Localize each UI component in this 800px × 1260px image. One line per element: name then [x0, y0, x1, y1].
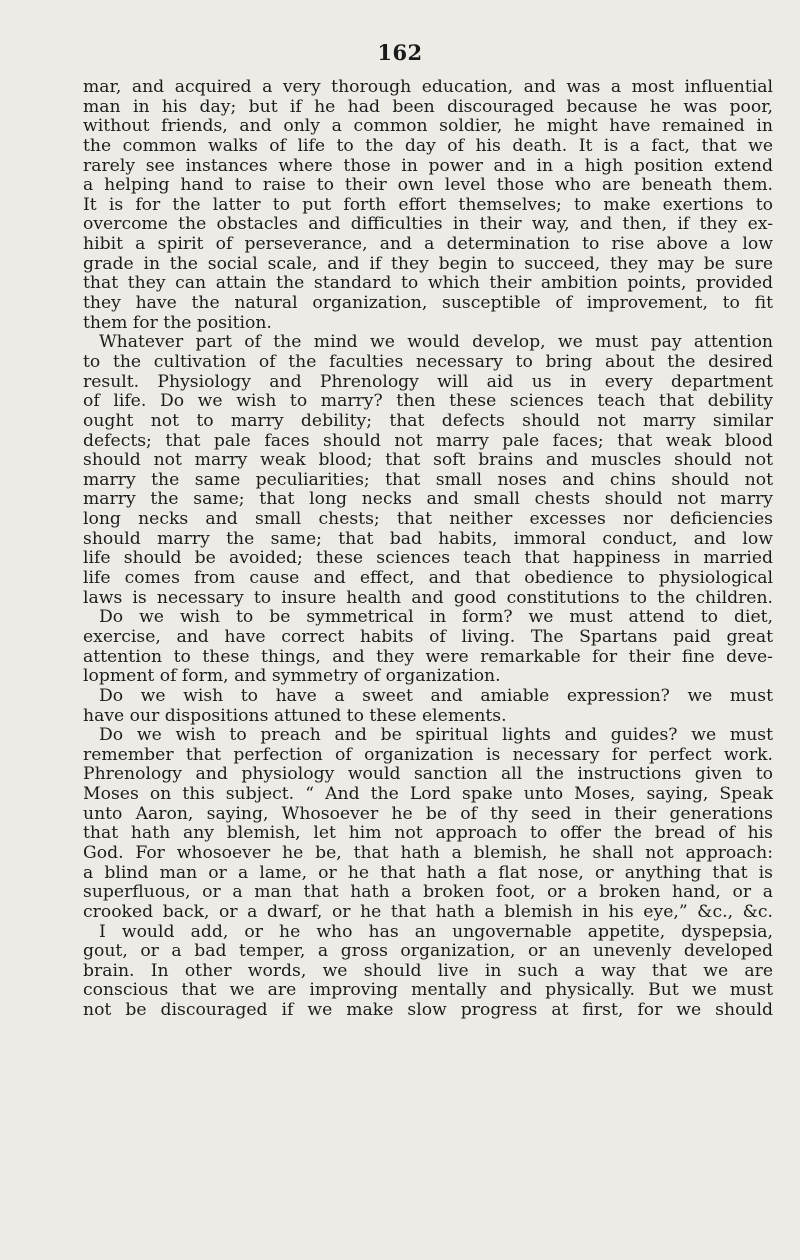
text-line: Whatever part of the mind we would develop, we must pay attention	[99, 332, 773, 353]
text-line: Do we wish to be symmetrical in form? we must attend to diet,	[99, 607, 773, 628]
text-line: not be discouraged if we make slow progress at first, for we should	[83, 1000, 773, 1021]
text-line: marry the same peculiarities; that small noses and chins should not	[83, 469, 773, 490]
text-line: life should be avoided; these sciences teach that happiness in married	[83, 548, 773, 569]
text-line: superfluous, or a man that hath a broken foot, or a broken hand, or a	[83, 882, 773, 903]
text-line: they have the natural organization, susceptible of improvement, to fit	[83, 293, 773, 314]
text-line: should not marry weak blood; that soft brains and muscles should not	[83, 450, 773, 471]
text-line: them for the position.	[83, 312, 272, 333]
text-line: attention to these things, and they were remarkable for their fine deve-	[83, 646, 773, 667]
text-line: unto Aaron, saying, Whosoever he be of thy seed in their generations	[83, 803, 773, 824]
text-line: life comes from cause and effect, and that obedience to physiological	[83, 568, 773, 589]
text-line: remember that perfection of organization is necessary for perfect work.	[83, 744, 773, 765]
text-line: long necks and small chests; that neither excesses nor deficiencies	[83, 509, 773, 530]
text-line: marry the same; that long necks and small chests should not marry	[83, 489, 773, 510]
text-line: crooked back, or a dwarf, or he that hath a blemish in his eye,” &c., &c.	[83, 901, 773, 922]
text-line: should marry the same; that bad habits, immoral conduct, and low	[83, 528, 773, 549]
text-line: a helping hand to raise to their own level those who are beneath them.	[83, 175, 773, 196]
text-line: that hath any blemish, let him not approach to offer the bread of his	[83, 823, 773, 844]
text-line: gout, or a bad temper, a gross organization, or an unevenly developed	[83, 941, 773, 962]
text-line: have our dispositions attuned to these elements.	[83, 705, 507, 726]
text-line: brain. In other words, we should live in such a way that we are	[83, 960, 773, 981]
page-number: 162	[377, 40, 423, 65]
text-line: Phrenology and physiology would sanction all the instructions given to	[83, 764, 773, 785]
text-line: lopment of form, and symmetry of organization.	[83, 666, 501, 687]
text-line: a blind man or a lame, or he that hath a flat nose, or anything that is	[83, 862, 773, 883]
text-line: mar, and acquired a very thorough education, and was a most influential	[83, 77, 773, 97]
text-line: Moses on this subject. “ And the Lord spake unto Moses, saying, Speak	[83, 784, 773, 805]
text-line: rarely see instances where those in power and in a high position extend	[83, 155, 773, 176]
text-line: conscious that we are improving mentally and physically. But we must	[83, 980, 773, 1001]
body-text	[83, 78, 773, 1021]
text-line: Do we wish to have a sweet and amiable expression? we must	[99, 685, 773, 706]
text-line: without friends, and only a common soldier, he might have remained in	[83, 116, 773, 137]
text-line: that they can attain the standard to which their ambition points, provided	[83, 273, 773, 294]
text-line: I would add, or he who has an ungovernable appetite, dyspepsia,	[99, 921, 773, 942]
text-line: laws is necessary to insure health and good constitutions to the children.	[83, 587, 773, 608]
text-line: the common walks of life to the day of his death. It is a fact, that we	[83, 135, 773, 156]
text-line: defects; that pale faces should not marry pale faces; that weak blood	[83, 430, 773, 451]
text-line: Do we wish to preach and be spiritual lights and guides? we must	[99, 725, 773, 746]
text-line: of life. Do we wish to marry? then these sciences teach that debility	[83, 391, 773, 412]
text-line: overcome the obstacles and difficulties in their way, and then, if they ex-	[83, 214, 773, 235]
text-line: result. Physiology and Phrenology will aid us in every department	[83, 371, 773, 392]
text-line: grade in the social scale, and if they begin to succeed, they may be sure	[83, 253, 773, 274]
text-line: man in his day; but if he had been discouraged because he was poor,	[83, 96, 773, 117]
text-line: to the cultivation of the faculties necessary to bring about the desired	[83, 351, 773, 372]
text-line: exercise, and have correct habits of living. The Spartans paid great	[83, 626, 773, 647]
text-line: It is for the latter to put forth effort themselves; to make exertions to	[83, 194, 773, 215]
text-line: hibit a spirit of perseverance, and a determination to rise above a low	[83, 234, 773, 255]
text-line: ought not to marry debility; that defects should not marry similar	[83, 410, 773, 431]
text-line: God. For whosoever he be, that hath a blemish, he shall not approach:	[83, 842, 773, 863]
